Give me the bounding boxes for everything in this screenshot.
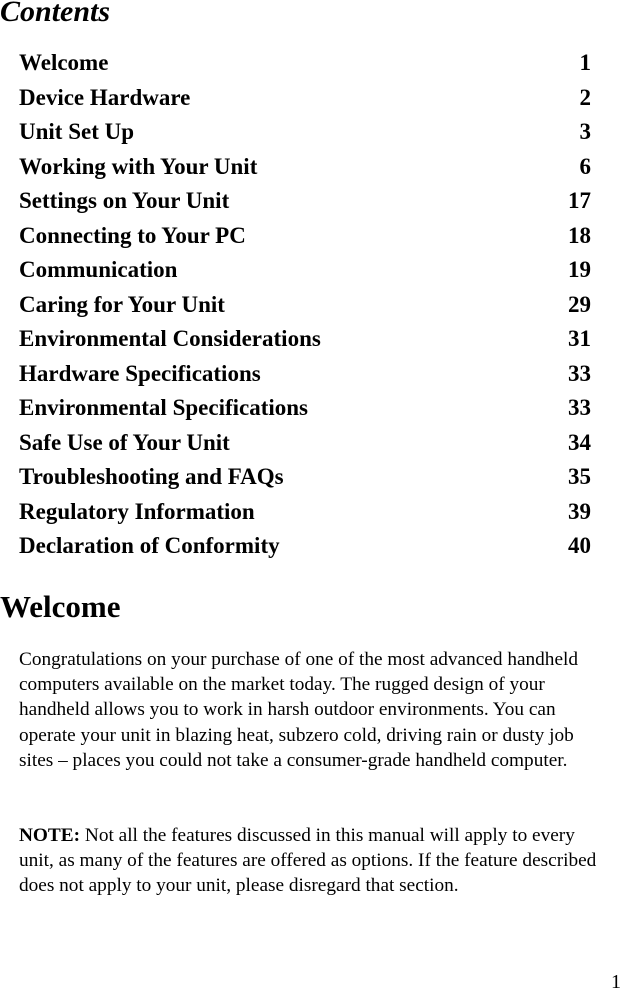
toc-entry-title: Working with Your Unit bbox=[19, 153, 258, 179]
toc-entry-caring-for-your-unit[interactable] bbox=[19, 288, 591, 323]
welcome-intro-paragraph: Congratulations on your purchase of one of the most advanced handheld computers available on the market today. The rugged design of your handheld allows you to work in harsh outdoor environments. You can operate your unit in blazing heat, subzero cold, driving rain or dusty job sites – places you could not take a consumer-grade handheld computer. bbox=[19, 649, 579, 771]
toc-entry-page: 6 bbox=[579, 153, 591, 179]
toc-entry-page: 34 bbox=[568, 429, 591, 455]
table-of-contents bbox=[19, 46, 591, 564]
toc-entry-title: Device Hardware bbox=[19, 84, 191, 110]
toc-entry-page: 17 bbox=[568, 188, 591, 213]
toc-entry-title: Unit Set Up bbox=[19, 119, 135, 144]
toc-entry-title: Regulatory Information bbox=[19, 498, 255, 524]
toc-entry-page: 3 bbox=[579, 119, 591, 144]
note-text: Not all the features discussed in this manual will apply to every unit, as many of the features are offered as options. If the feature described does not apply to your unit, please disregard that section. bbox=[19, 825, 597, 897]
toc-entry-page: 18 bbox=[568, 222, 591, 248]
toc-entry-title: Connecting to Your PC bbox=[19, 222, 246, 248]
toc-entry-page: 33 bbox=[568, 360, 591, 386]
page-number: 1 bbox=[611, 971, 621, 993]
toc-entry-page: 39 bbox=[568, 498, 591, 524]
toc-entry-device-hardware[interactable] bbox=[19, 81, 591, 116]
toc-entry-page: 29 bbox=[568, 291, 591, 317]
toc-entry-page: 33 bbox=[568, 395, 591, 420]
toc-entry-title: Welcome bbox=[19, 50, 109, 75]
toc-entry-environmental-considerations[interactable] bbox=[19, 322, 591, 357]
toc-entry-working-with-your-unit[interactable] bbox=[19, 150, 591, 185]
toc-entry-regulatory-information[interactable] bbox=[19, 495, 591, 530]
toc-entry-title: Safe Use of Your Unit bbox=[19, 429, 230, 455]
toc-entry-page: 31 bbox=[568, 326, 591, 351]
toc-entry-title: Environmental Considerations bbox=[19, 326, 321, 351]
toc-entry-page: 2 bbox=[579, 84, 591, 110]
toc-entry-page: 40 bbox=[568, 533, 591, 558]
toc-entry-settings-on-your-unit[interactable] bbox=[19, 184, 591, 219]
toc-entry-title: Hardware Specifications bbox=[19, 360, 261, 386]
toc-entry-declaration-of-conformity[interactable] bbox=[19, 529, 591, 564]
toc-entry-unit-set-up[interactable] bbox=[19, 115, 591, 150]
toc-entry-title: Communication bbox=[19, 257, 178, 282]
toc-entry-connecting-to-your-pc[interactable] bbox=[19, 219, 591, 254]
note-paragraph bbox=[19, 823, 604, 899]
toc-entry-title: Declaration of Conformity bbox=[19, 533, 280, 558]
toc-entry-environmental-specifications[interactable] bbox=[19, 391, 591, 426]
contents-title: Contents bbox=[0, 0, 111, 28]
toc-entry-title: Caring for Your Unit bbox=[19, 291, 225, 317]
note-label: NOTE: bbox=[19, 825, 81, 846]
toc-entry-page: 35 bbox=[568, 464, 591, 489]
toc-entry-troubleshooting-and-faqs[interactable] bbox=[19, 460, 591, 495]
toc-entry-safe-use-of-your-unit[interactable] bbox=[19, 426, 591, 461]
toc-entry-page: 1 bbox=[579, 50, 591, 75]
toc-entry-title: Settings on Your Unit bbox=[19, 188, 230, 213]
toc-entry-hardware-specifications[interactable] bbox=[19, 357, 591, 392]
toc-entry-communication[interactable] bbox=[19, 253, 591, 288]
toc-entry-title: Troubleshooting and FAQs bbox=[19, 464, 284, 489]
toc-entry-welcome[interactable] bbox=[19, 46, 591, 81]
toc-entry-title: Environmental Specifications bbox=[19, 395, 309, 420]
welcome-heading: Welcome bbox=[0, 589, 121, 624]
toc-entry-page: 19 bbox=[568, 257, 591, 282]
